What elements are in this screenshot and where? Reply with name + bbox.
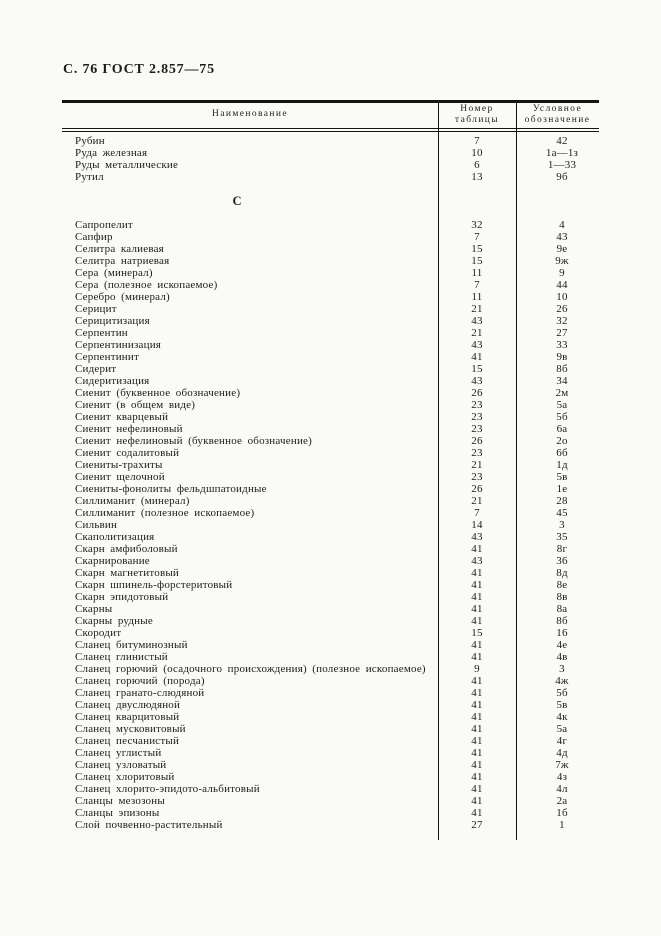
table-row	[62, 699, 599, 711]
row-name: Скарны рудные	[75, 615, 153, 627]
row-name: Серпентинизация	[75, 339, 162, 351]
row-name: Сланец горючий (порода)	[75, 675, 205, 687]
table-row	[62, 507, 599, 519]
column-header-symbol-line1: Условное	[532, 103, 583, 114]
table-row	[62, 819, 599, 831]
row-name: Сиенит (буквенное обозначение)	[75, 387, 241, 399]
row-name: Силлиманит (минерал)	[75, 495, 190, 507]
row-symbol: 4з	[556, 771, 568, 783]
row-table-number: 15	[471, 627, 483, 639]
row-name: Сера (полезное ископаемое)	[75, 279, 218, 291]
row-table-number: 7	[474, 279, 480, 291]
table-row	[62, 579, 599, 591]
row-table-number: 41	[471, 747, 483, 759]
row-symbol: 44	[556, 279, 568, 291]
row-table-number: 21	[471, 495, 483, 507]
table-row	[62, 423, 599, 435]
row-name: Сланец узловатый	[75, 759, 167, 771]
table-row	[62, 807, 599, 819]
row-name: Сидерит	[75, 363, 117, 375]
row-name: Скарны	[75, 603, 113, 615]
row-symbol: 4	[559, 219, 565, 231]
column-header-symbol-line2: обозначение	[524, 114, 591, 125]
table-row	[62, 567, 599, 579]
row-symbol: 7ж	[555, 759, 569, 771]
row-table-number: 10	[471, 147, 483, 159]
row-name: Скаполитизация	[75, 531, 155, 543]
row-symbol: 9ж	[555, 255, 569, 267]
row-table-number: 11	[471, 291, 483, 303]
row-table-number: 41	[471, 783, 483, 795]
row-symbol: 5б	[556, 687, 568, 699]
row-symbol: 6а	[556, 423, 568, 435]
row-table-number: 41	[471, 687, 483, 699]
row-symbol: 2а	[556, 795, 568, 807]
row-table-number: 41	[471, 591, 483, 603]
row-table-number: 41	[471, 759, 483, 771]
row-table-number: 41	[471, 711, 483, 723]
row-name: Скарнирование	[75, 555, 150, 567]
row-table-number: 15	[471, 363, 483, 375]
row-symbol: 1д	[556, 459, 568, 471]
table-row	[62, 135, 599, 147]
row-table-number: 41	[471, 615, 483, 627]
table-row	[62, 435, 599, 447]
row-symbol: 4в	[556, 651, 568, 663]
table-row	[62, 483, 599, 495]
row-symbol: 9е	[556, 243, 568, 255]
table-row	[62, 279, 599, 291]
row-table-number: 41	[471, 603, 483, 615]
row-table-number: 21	[471, 327, 483, 339]
table-row	[62, 243, 599, 255]
row-symbol: 28	[556, 495, 568, 507]
row-symbol: 34	[556, 375, 568, 387]
row-name: Серицитизация	[75, 315, 150, 327]
table-row	[62, 471, 599, 483]
row-name: Сланец кварцитовый	[75, 711, 180, 723]
row-name: Серпентинит	[75, 351, 139, 363]
row-symbol: 5в	[556, 471, 568, 483]
row-name: Рубин	[75, 135, 105, 147]
row-table-number: 41	[471, 723, 483, 735]
row-symbol: 32	[556, 315, 568, 327]
row-symbol: 33	[556, 339, 568, 351]
table-row	[62, 267, 599, 279]
row-symbol: 8в	[556, 591, 568, 603]
row-table-number: 43	[471, 555, 483, 567]
row-table-number: 13	[471, 171, 483, 183]
row-name: Сиенит нефелиновый (буквенное обозначение)	[75, 435, 312, 447]
row-symbol: 4л	[556, 783, 568, 795]
table-row	[62, 603, 599, 615]
table-row	[62, 723, 599, 735]
row-name: Серебро (минерал)	[75, 291, 170, 303]
row-name: Сера (минерал)	[75, 267, 153, 279]
row-name: Скарн эпидотовый	[75, 591, 169, 603]
row-table-number: 23	[471, 399, 483, 411]
row-name: Руды металлические	[75, 159, 179, 171]
row-name: Серицит	[75, 303, 117, 315]
row-name: Сланец гранато-слюдяной	[75, 687, 205, 699]
row-symbol: 8г	[556, 543, 568, 555]
row-symbol: 35	[556, 531, 568, 543]
row-table-number: 41	[471, 651, 483, 663]
row-name: Серпентин	[75, 327, 128, 339]
row-symbol: 6б	[556, 447, 568, 459]
row-name: Скарн магнетитовый	[75, 567, 180, 579]
table-row	[62, 495, 599, 507]
row-name: Сланец хлоритовый	[75, 771, 175, 783]
row-symbol: 4е	[556, 639, 568, 651]
row-table-number: 27	[471, 819, 483, 831]
row-table-number: 41	[471, 351, 483, 363]
row-table-number: 43	[471, 339, 483, 351]
row-symbol: 9б	[556, 171, 568, 183]
row-symbol: 5а	[556, 399, 568, 411]
row-table-number: 21	[471, 459, 483, 471]
row-symbol: 3	[559, 519, 565, 531]
column-header-name-label: Наименование	[212, 109, 288, 119]
table-row	[62, 363, 599, 375]
table-row	[62, 639, 599, 651]
row-symbol: 16	[556, 627, 568, 639]
row-table-number: 32	[471, 219, 483, 231]
row-name: Сланец мусковитовый	[75, 723, 186, 735]
row-name: Сидеритизация	[75, 375, 150, 387]
row-table-number: 26	[471, 387, 483, 399]
row-symbol: 42	[556, 135, 568, 147]
table-row	[62, 255, 599, 267]
row-table-number: 7	[474, 135, 480, 147]
row-table-number: 43	[471, 315, 483, 327]
row-table-number: 43	[471, 531, 483, 543]
row-name: Сланцы мезозоны	[75, 795, 165, 807]
row-table-number: 41	[471, 567, 483, 579]
table-row	[62, 315, 599, 327]
row-symbol: 5а	[556, 723, 568, 735]
row-symbol: 3	[559, 663, 565, 675]
table-row	[62, 759, 599, 771]
row-symbol: 8б	[556, 615, 568, 627]
table-row	[62, 327, 599, 339]
row-name: Скарн шпинель-форстеритовый	[75, 579, 233, 591]
row-symbol: 45	[556, 507, 568, 519]
row-table-number: 43	[471, 375, 483, 387]
row-table-number: 26	[471, 435, 483, 447]
row-name: Скородит	[75, 627, 122, 639]
row-name: Рутил	[75, 171, 104, 183]
row-symbol: 4д	[556, 747, 568, 759]
table-row	[62, 339, 599, 351]
column-header-table-number-line2: таблицы	[454, 114, 500, 125]
table-row	[62, 783, 599, 795]
row-name: Сланец углистый	[75, 747, 162, 759]
row-table-number: 15	[471, 243, 483, 255]
table-row	[62, 231, 599, 243]
table-row	[62, 711, 599, 723]
row-symbol: 9в	[556, 351, 568, 363]
table-row	[62, 519, 599, 531]
table-row	[62, 171, 599, 183]
row-table-number: 7	[474, 507, 480, 519]
column-header-table-number	[438, 102, 516, 127]
table-row	[62, 447, 599, 459]
row-symbol: 8б	[556, 363, 568, 375]
row-table-number: 41	[471, 807, 483, 819]
table-row	[62, 459, 599, 471]
row-name: Сиенит щелочной	[75, 471, 165, 483]
row-table-number: 23	[471, 471, 483, 483]
row-symbol: 4к	[556, 711, 568, 723]
index-table	[62, 100, 599, 840]
row-symbol: 1—33	[547, 159, 577, 171]
table-row	[62, 411, 599, 423]
row-symbol: 5в	[556, 699, 568, 711]
row-name: Слой почвенно-растительный	[75, 819, 223, 831]
row-table-number: 26	[471, 483, 483, 495]
table-row	[62, 555, 599, 567]
row-symbol: 27	[556, 327, 568, 339]
row-table-number: 41	[471, 675, 483, 687]
table-row	[62, 771, 599, 783]
row-symbol: 1е	[556, 483, 568, 495]
table-row	[62, 735, 599, 747]
table-row	[62, 663, 599, 675]
row-name: Селитра натриевая	[75, 255, 170, 267]
row-name: Сланец песчанистый	[75, 735, 180, 747]
table-header-separator-rule	[62, 128, 599, 132]
row-name: Сиенит кварцевый	[75, 411, 169, 423]
row-name: Сапропелит	[75, 219, 133, 231]
row-name: Сильвин	[75, 519, 118, 531]
row-table-number: 41	[471, 639, 483, 651]
row-symbol: 10	[556, 291, 568, 303]
row-symbol: 36	[556, 555, 568, 567]
table-row	[62, 375, 599, 387]
row-table-number: 15	[471, 255, 483, 267]
row-symbol: 8д	[556, 567, 568, 579]
row-table-number: 14	[471, 519, 483, 531]
row-symbol: 9	[559, 267, 565, 279]
row-name: Сапфир	[75, 231, 113, 243]
column-header-table-number-line1: Номер	[460, 103, 494, 114]
table-row	[62, 543, 599, 555]
column-header-name	[62, 102, 438, 127]
row-table-number: 11	[471, 267, 483, 279]
row-name: Сланец хлорито-эпидото-альбитовый	[75, 783, 260, 795]
table-row	[62, 399, 599, 411]
row-symbol: 8а	[556, 603, 568, 615]
row-table-number: 21	[471, 303, 483, 315]
table-row	[62, 219, 599, 231]
row-table-number: 41	[471, 795, 483, 807]
table-row	[62, 675, 599, 687]
row-symbol: 43	[556, 231, 568, 243]
row-table-number: 23	[471, 447, 483, 459]
row-table-number: 41	[471, 699, 483, 711]
row-name: Руда железная	[75, 147, 148, 159]
row-symbol: 1а—1з	[545, 147, 579, 159]
table-row	[62, 651, 599, 663]
table-row	[62, 531, 599, 543]
table-row	[62, 687, 599, 699]
row-table-number: 23	[471, 423, 483, 435]
row-symbol: 1б	[556, 807, 568, 819]
row-name: Сланец битуминозный	[75, 639, 188, 651]
section-letter: С	[232, 194, 242, 208]
row-symbol: 2о	[556, 435, 568, 447]
row-name: Скарн амфиболовый	[75, 543, 178, 555]
table-row	[62, 615, 599, 627]
row-name: Сланец глинистый	[75, 651, 168, 663]
row-name: Сланец двуслюдяной	[75, 699, 181, 711]
row-symbol: 4ж	[555, 675, 569, 687]
row-table-number: 9	[474, 663, 480, 675]
row-name: Сиениты-трахиты	[75, 459, 163, 471]
table-row	[62, 291, 599, 303]
row-name: Силлиманит (полезное ископаемое)	[75, 507, 255, 519]
row-symbol: 5б	[556, 411, 568, 423]
page-header: С. 76 ГОСТ 2.857—75	[63, 62, 215, 77]
table-row	[62, 591, 599, 603]
row-symbol: 4г	[556, 735, 568, 747]
row-table-number: 41	[471, 771, 483, 783]
table-row	[62, 147, 599, 159]
table-body	[62, 135, 599, 831]
row-table-number: 23	[471, 411, 483, 423]
table-row	[62, 351, 599, 363]
row-name: Сланцы эпизоны	[75, 807, 160, 819]
row-table-number: 41	[471, 543, 483, 555]
row-table-number: 6	[474, 159, 480, 171]
row-symbol: 8е	[556, 579, 568, 591]
table-row	[62, 159, 599, 171]
table-row	[62, 747, 599, 759]
row-symbol: 1	[559, 819, 565, 831]
table-header	[62, 102, 599, 127]
row-table-number: 41	[471, 579, 483, 591]
table-row	[62, 627, 599, 639]
row-name: Сланец горючий (осадочного происхождения) (полезное ископаемое)	[75, 663, 426, 675]
row-table-number: 7	[474, 231, 480, 243]
row-name: Сиениты-фонолиты фельдшпатоидные	[75, 483, 267, 495]
row-name: Сиенит (в общем виде)	[75, 399, 196, 411]
column-header-symbol	[516, 102, 599, 127]
row-name: Сиенит нефелиновый	[75, 423, 183, 435]
row-symbol: 2м	[555, 387, 569, 399]
table-row	[62, 387, 599, 399]
table-row	[62, 303, 599, 315]
row-name: Селитра калиевая	[75, 243, 164, 255]
row-symbol: 26	[556, 303, 568, 315]
row-table-number: 41	[471, 735, 483, 747]
table-row	[62, 795, 599, 807]
row-name: Сиенит содалитовый	[75, 447, 180, 459]
